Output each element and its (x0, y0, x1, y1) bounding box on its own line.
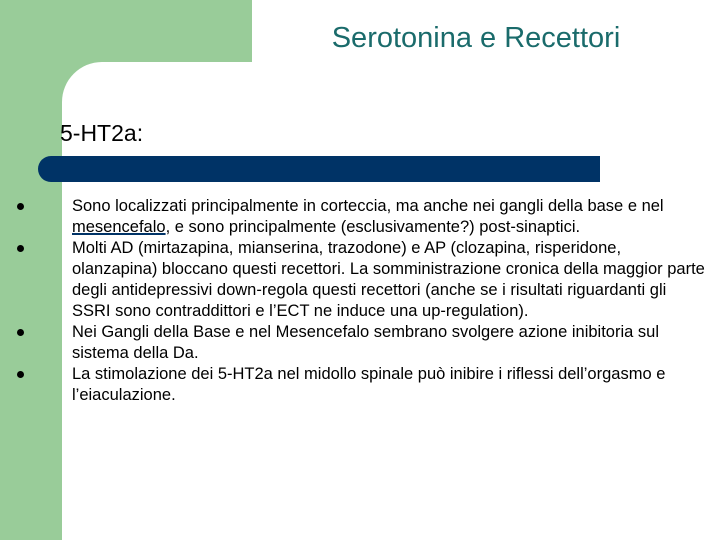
bullet-item (0, 238, 720, 322)
bullet-item (0, 364, 720, 406)
bullet-text-post: , e sono principalmente (esclusivamente?) post-sinaptici. (165, 218, 581, 236)
bullet-dot-icon (17, 245, 24, 252)
bullet-dot-icon (17, 371, 24, 378)
slide-title: Serotonina e Recettori (331, 22, 621, 54)
slide-subtitle: 5-HT2a: (60, 120, 144, 146)
bullet-dot-icon (17, 203, 24, 210)
bullet-list (0, 196, 720, 406)
bullet-text: Molti AD (mirtazapina, mianserina, trazodone) e AP (clozapina, risperidone, olanzapina) bloccano questi recettori. La somministrazione cronica della maggior parte degli antidepressivi down-regola questi recettori (anche se i risultati riguardanti gli SSRI sono contraddittori e l’ECT ne induce una up-regulation). (72, 239, 705, 320)
bullet-text-pre: Sono localizzati principalmente in corteccia, ma anche nei gangli della base e nel (72, 197, 664, 215)
bullet-dot-icon (17, 329, 24, 336)
divider-bar (60, 156, 600, 182)
bullet-text: Nei Gangli della Base e nel Mesencefalo sembrano svolgere azione inibitoria sul sistema della Da. (72, 323, 659, 362)
bullet-item (0, 196, 720, 238)
bullet-text: La stimolazione dei 5-HT2a nel midollo spinale può inibire i riflessi dell’orgasmo e l’eiaculazione. (72, 365, 666, 404)
bullet-underlined-term: mesencefalo (72, 218, 166, 236)
bullet-item (0, 322, 720, 364)
